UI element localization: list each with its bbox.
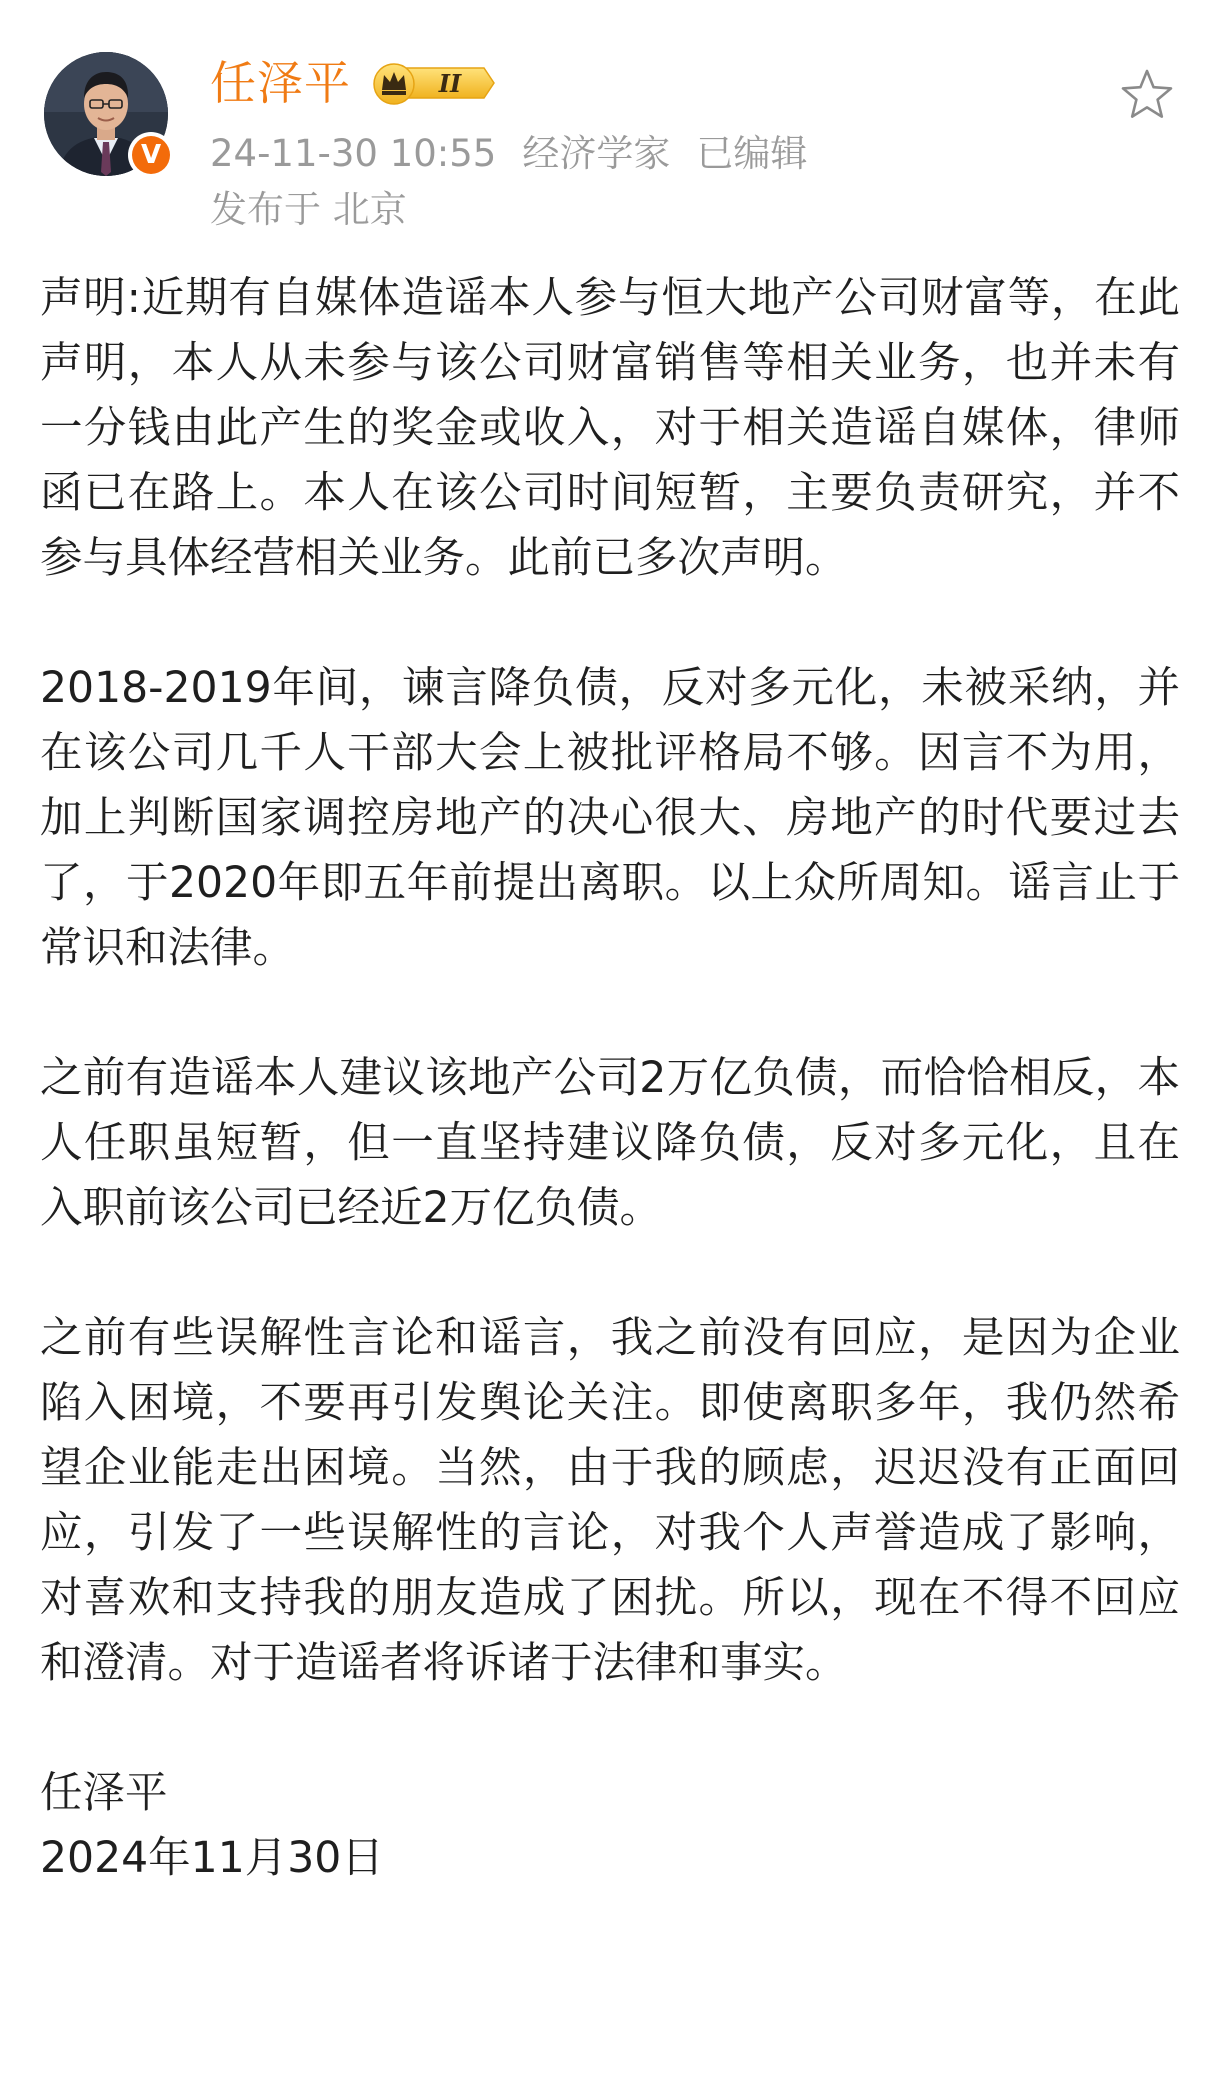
signature [40,1761,1180,1891]
post-location: 发布于 北京 [210,188,407,231]
post-timestamp[interactable]: 24-11-30 10:55 [210,132,497,175]
crown-icon [374,64,414,104]
signature-date: 2024年11月30日 [40,1834,384,1883]
author-name[interactable]: 任泽平 [210,56,351,110]
star-outline-icon [1118,66,1176,124]
paragraph: 声明:近期有自媒体造谣本人参与恒大地产公司财富等，在此声明，本人从未参与该公司财富销售等相关业务，也并未有一分钱由此产生的奖金或收入，对于相关造谣自媒体，律师函已在路上。本人在该公司时间短暂，主要负责研究，并不参与具体经营相关业务。此前已多次声明。 [40,274,1180,583]
verified-badge [128,132,174,178]
signature-name: 任泽平 [40,1769,168,1818]
post-meta [210,128,833,180]
paragraph: 之前有造谣本人建议该地产公司2万亿负债，而恰恰相反，本人任职虽短暂，但一直坚持建议降负债，反对多元化，且在入职前该公司已经近2万亿负债。 [40,1054,1180,1233]
vip-level-text: II [438,69,462,98]
vip-level-badge[interactable] [372,60,498,106]
post-header [0,0,1216,250]
edited-label[interactable]: 已编辑 [696,132,808,175]
verified-v-icon: V [132,136,170,174]
paragraph: 之前有些误解性言论和谣言，我之前没有回应，是因为企业陷入困境，不要再引发舆论关注。即使离职多年，我仍然希望企业能走出困境。当然，由于我的顾虑，迟迟没有正面回应，引发了一些误解性的言论，对我个人声誉造成了影响，对喜欢和支持我的朋友造成了困扰。所以，现在不得不回应和澄清。对于造谣者将诉诸于法律和事实。 [40,1314,1180,1688]
author-role: 经济学家 [522,132,671,175]
post-content [40,266,1180,1891]
favorite-button[interactable] [1118,66,1176,124]
avatar[interactable] [44,52,168,176]
paragraph: 2018-2019年间，谏言降负债，反对多元化，未被采纳，并在该公司几千人干部大会上被批评格局不够。因言不为用，加上判断国家调控房地产的决心很大、房地产的时代要过去了，于2020年即五年前提出离职。以上众所周知。谣言止于常识和法律。 [40,664,1180,973]
